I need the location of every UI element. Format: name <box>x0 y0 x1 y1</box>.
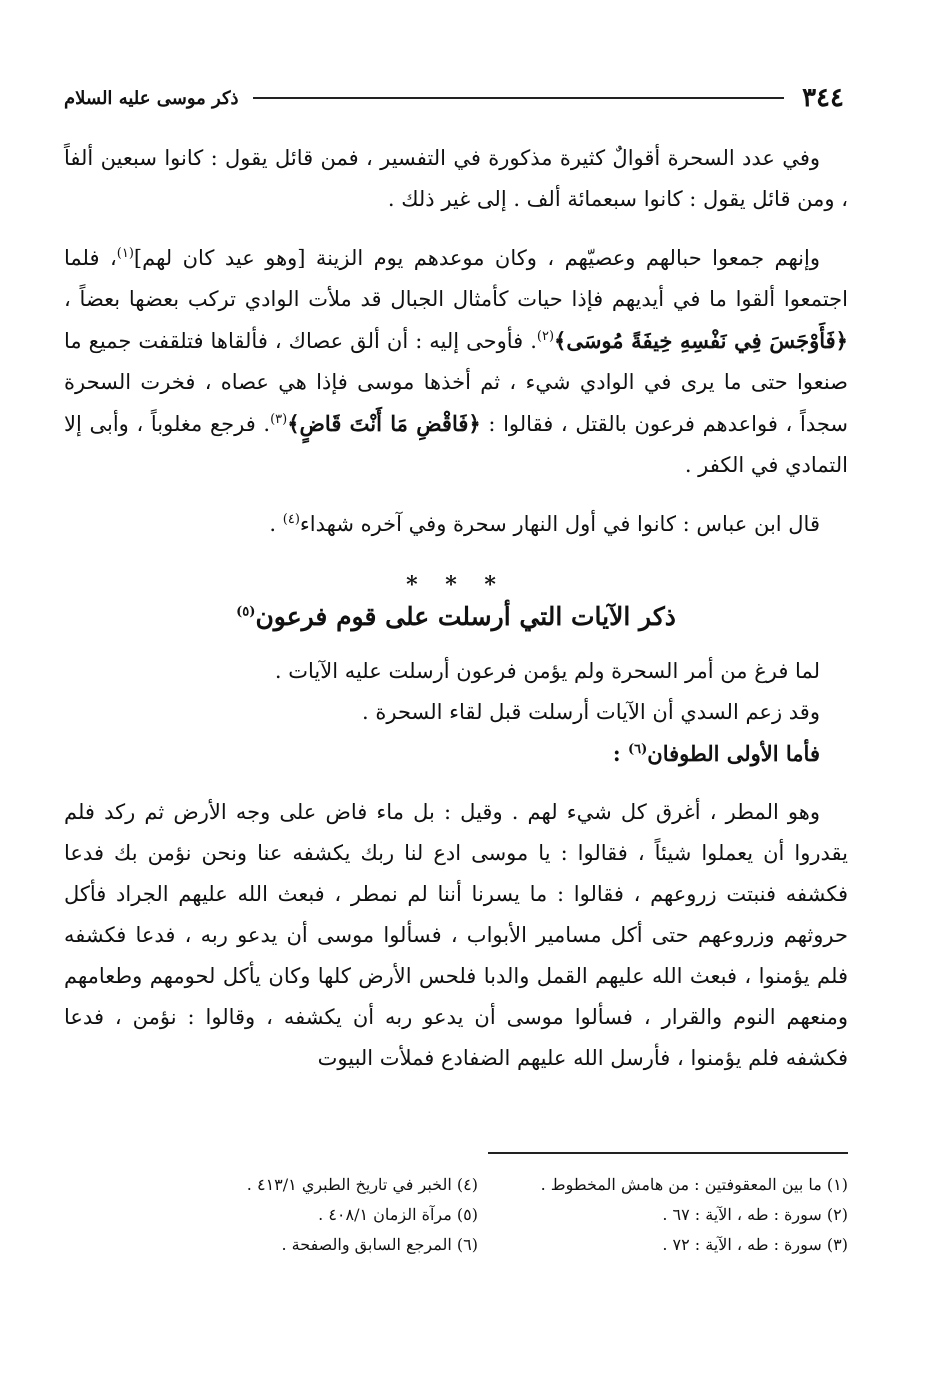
subheading-flood <box>64 733 848 774</box>
footnotes <box>148 1170 848 1260</box>
paragraph-text: . فأوحى إليه : أن ألق عصاك ، فألقاها فتلقفت جميع ما صنعوا حتى ما يرى في الوادي شيء ، ثم أخذها موسى فإذا هي عصاه ، فخرت السحرة سجداً ، فواعدهم فرعون بالقتل ، فقالوا : <box>64 329 848 436</box>
paragraph-sorcerers-count <box>64 138 848 220</box>
quran-quote: ﴿فَاقْضِ مَا أَنْتَ قَاضٍ﴾ <box>287 411 481 436</box>
paragraph-text: لما فرغ من أمر السحرة ولم يؤمن فرعون أرسلت عليه الآيات . <box>274 659 820 683</box>
page-header <box>64 78 844 118</box>
paragraph-text: وفي عدد السحرة أقوالٌ كثيرة مذكورة في التفسير ، فمن قائل يقول : كانوا سبعين ألفاً ، ومن قائل يقول : كانوا سبعمائة ألف . إلى غير ذلك . <box>64 146 848 211</box>
subheading-text: فأما الأولى الطوفان <box>647 741 820 766</box>
header-rule <box>253 97 785 99</box>
paragraph-text: وقد زعم السدي أن الآيات أرسلت قبل لقاء السحرة . <box>362 700 820 724</box>
paragraph-text: وهو المطر ، أغرق كل شيء لهم . وقيل : بل ماء فاض على وجه الأرض ثم ركد فلم يقدروا أن يعملوا شيئاً ، فقالوا : يا موسى ادع لنا ربك يكشفه عنا ونحن نؤمن بك فدعا فكشفه فنبتت زروعهم ، فقالوا : ما يسرنا أننا لم نمطر ، فبعث الله عليهم الجراد فأكل حروثهم وزروعهم حتى أكل مسامير الأبواب ، فسألوا موسى أن يدعو ربه ، فدعا فكشفه فلم يؤمنوا ، فبعث الله عليهم القمل والدبا فلحس الأرض كلها وكان يأكل لحومهم وطعامهم ومنعهم النوم والقرار ، فسألوا موسى أن يدعو ربه أن يكشفه ، وقالوا : نؤمن ، فدعا فكشفه فلم يؤمنوا ، فأرسل الله عليهم الضفادع فملأت البيوت <box>64 800 848 1070</box>
paragraph-ibn-abbas <box>64 504 848 545</box>
footnotes-column-right <box>518 1170 848 1260</box>
footnote-4: (٤) الخبر في تاريخ الطبري ٤١٣/١ . <box>246 1175 478 1194</box>
footnote-ref-4[interactable]: (٤) <box>282 512 300 527</box>
footnote-1: (١) ما بين المعقوفتين : من هامش المخطوط . <box>540 1175 848 1194</box>
section-separator-stars: * * * <box>406 572 506 598</box>
paragraph-flood-plagues <box>64 792 848 1079</box>
footnote-5: (٥) مرآة الزمان ٤٠٨/١ . <box>318 1205 478 1224</box>
paragraph-text: قال ابن عباس : كانوا في أول النهار سحرة وفي آخره شهداء <box>299 512 820 536</box>
section-heading <box>64 597 848 637</box>
quran-quote: ﴿فَأَوْجَسَ فِي نَفْسِهِ خِيفَةً مُوسَى﴾ <box>554 328 848 353</box>
running-title: ذكر موسى عليه السلام <box>64 87 239 109</box>
paragraph-text: ، فلما اجتمعوا ألقوا ما في أيديهم فإذا حيات كأمثال الجبال قد ملأت الوادي تركب بعضها بعضاً ، <box>64 246 848 311</box>
footnote-2: (٢) سورة : طه ، الآية : ٦٧ . <box>662 1205 848 1224</box>
paragraph-sorcerers-contest <box>64 238 848 486</box>
main-text <box>64 138 848 1079</box>
footnote-ref-6[interactable]: (٦) <box>627 742 648 757</box>
footnotes-column-left <box>148 1170 478 1260</box>
section-heading-text: ذكر الآيات التي أرسلت على قوم فرعون <box>255 602 676 631</box>
paragraph-suddi <box>64 692 848 733</box>
footnote-6: (٦) المرجع السابق والصفحة . <box>281 1235 478 1254</box>
paragraph-text: . فرجع مغلوباً ، وأبى إلا التمادي في الكفر . <box>64 412 848 477</box>
footnote-separator <box>488 1152 848 1154</box>
paragraph-text: . <box>269 512 283 536</box>
footnote-ref-5[interactable]: (٥) <box>236 604 256 620</box>
footnote-ref-3[interactable]: (٣) <box>270 412 288 427</box>
footnote-3: (٣) سورة : طه ، الآية : ٧٢ . <box>662 1235 848 1254</box>
footnote-ref-2[interactable]: (٢) <box>536 329 555 344</box>
footnote-ref-1[interactable]: (١) <box>116 246 134 261</box>
paragraph-signs-sent <box>64 651 848 692</box>
page-number: ٣٤٤ <box>802 83 844 113</box>
subheading-colon: : <box>612 741 628 766</box>
paragraph-text: وإنهم جمعوا حبالهم وعصيّهم ، وكان موعدهم يوم الزينة [وهو عيد كان لهم] <box>133 246 820 270</box>
